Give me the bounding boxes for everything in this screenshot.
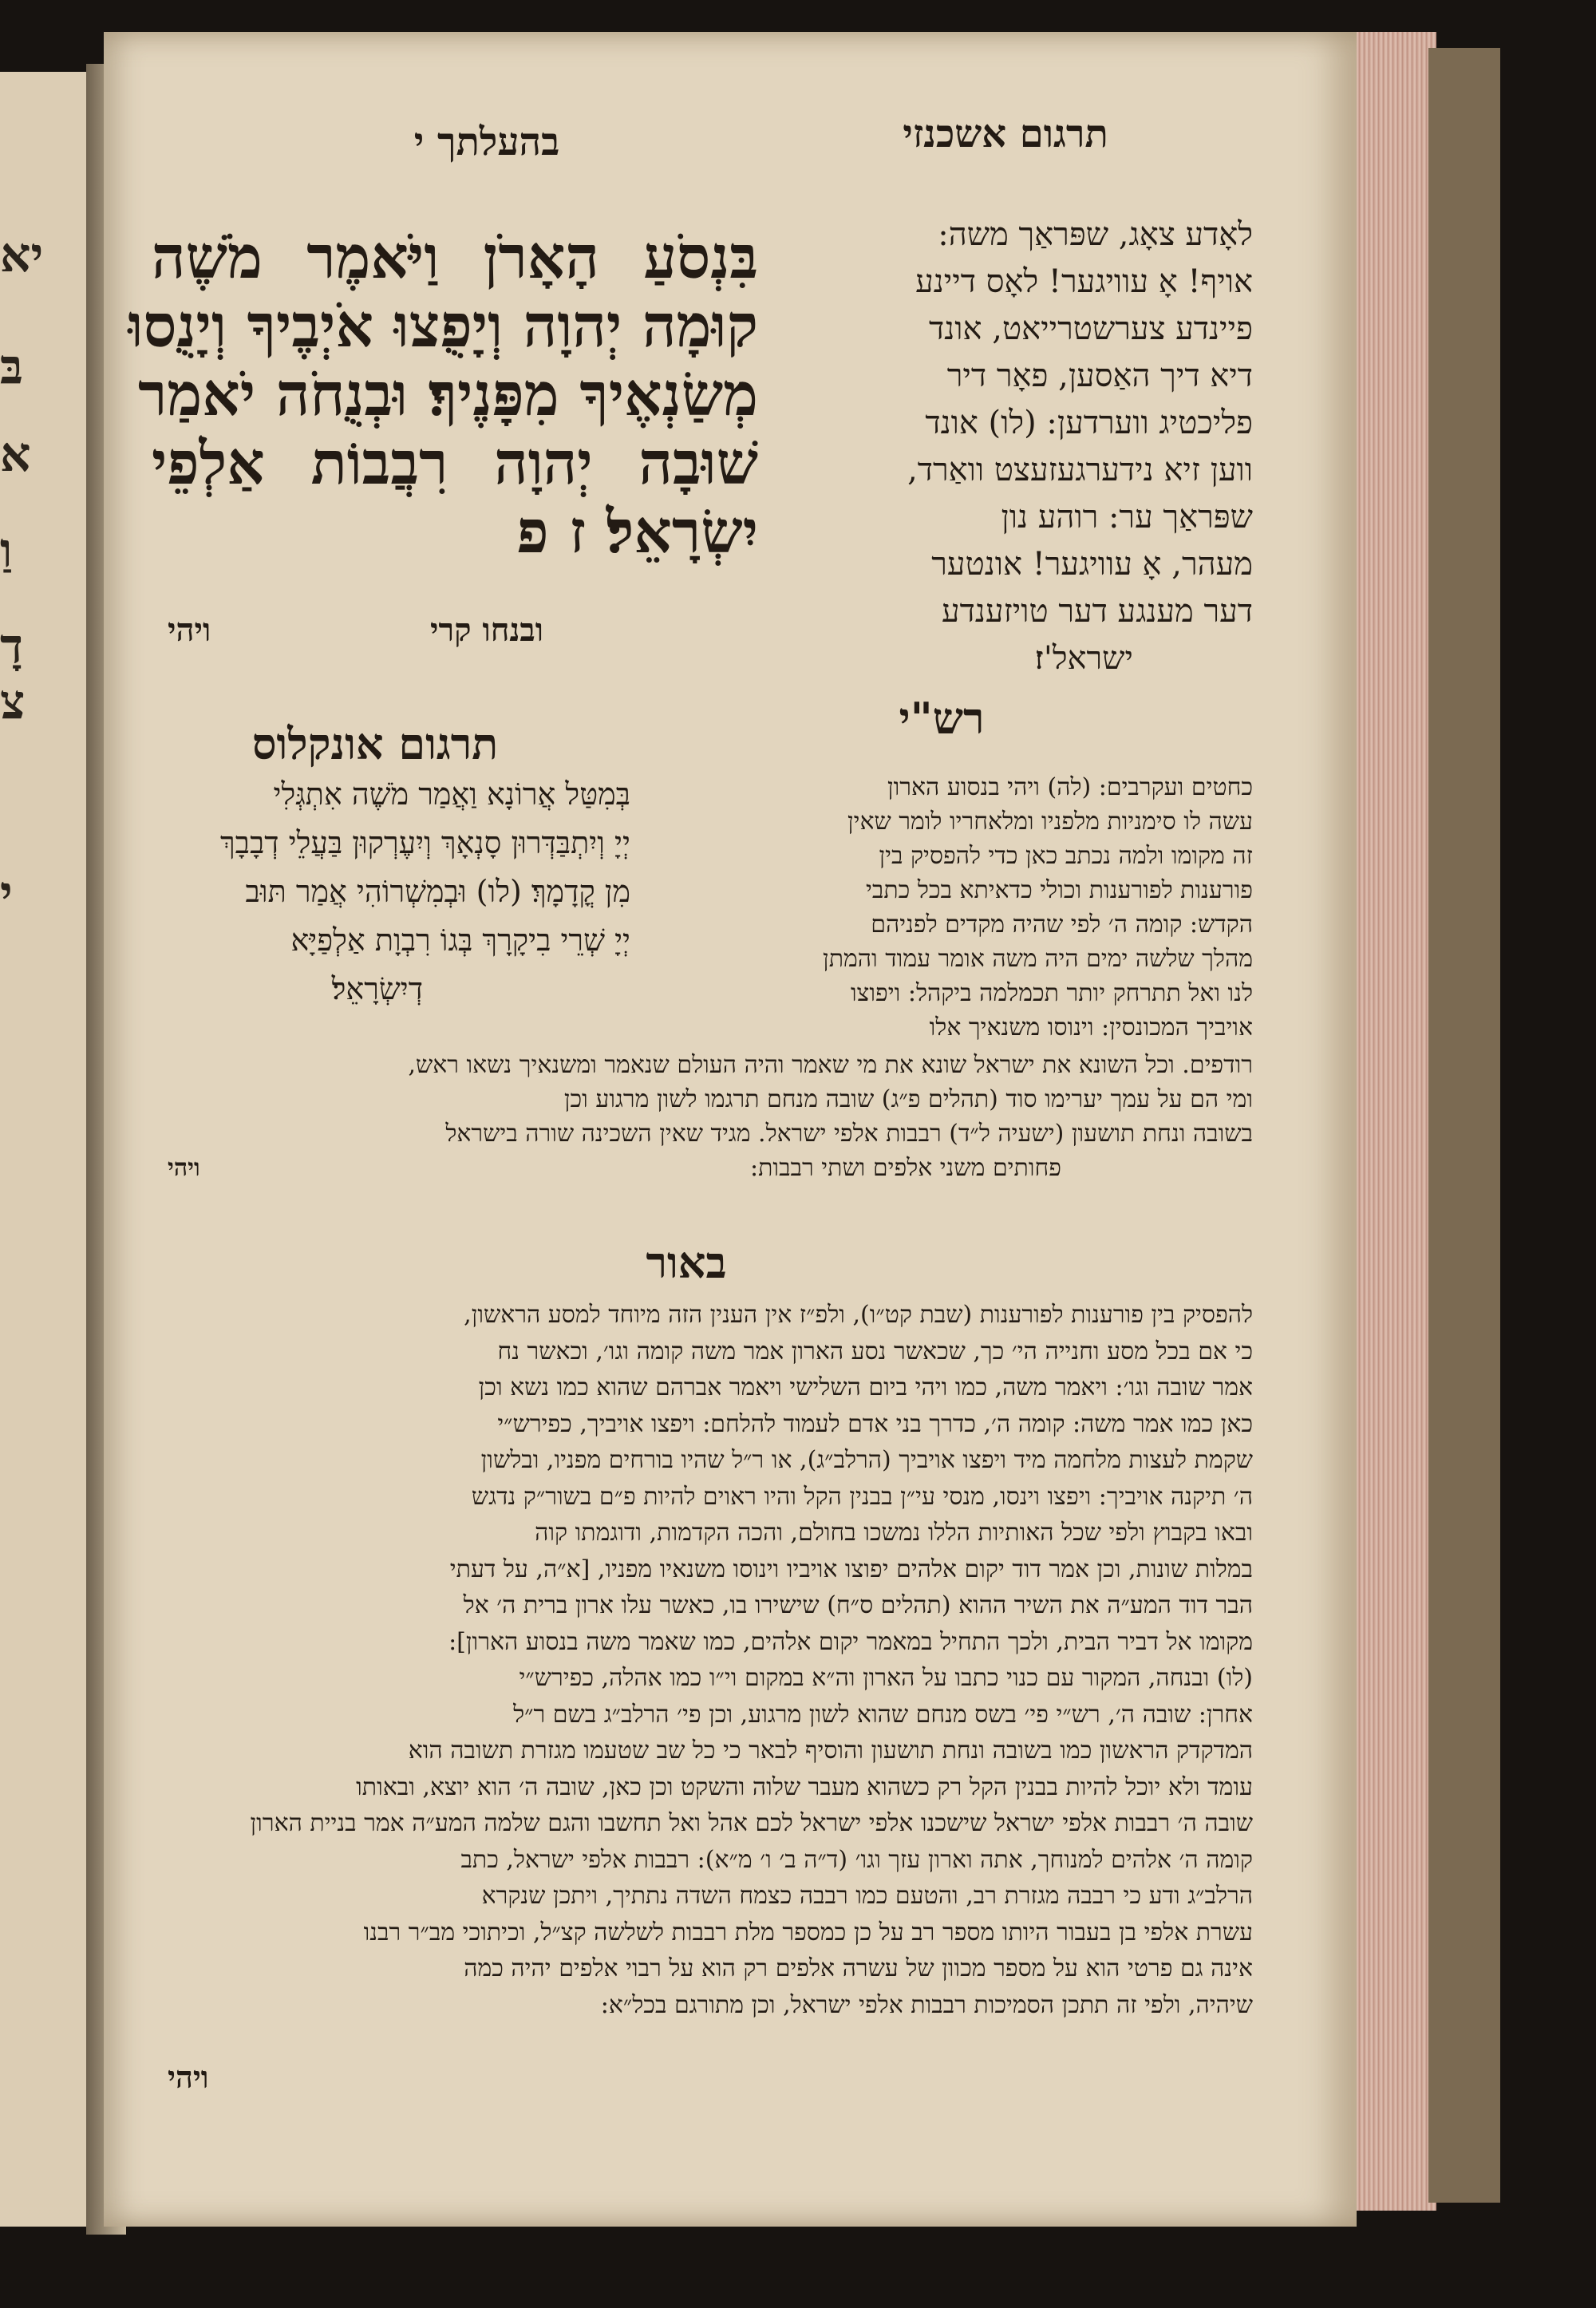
rashi-line: אויביך המכונסין: וינוסו משנאיך אלו bbox=[929, 1014, 1253, 1041]
german-line: פליכטיג ווערדען: (לו) אונד bbox=[925, 405, 1253, 441]
rashi-line: כחטים ועקרבים: (לה) ויהי בנסוע הארון bbox=[887, 773, 1253, 801]
onkelos-line: יְיָ וְיִתְבַּדְּרוּן סָנְאָךְ וְיִעֶרְקוּן בַּעֲלֵי דְבָבָךְ bbox=[219, 825, 630, 860]
rashi-line: זה מקומו ולמה נכתב כאן כדי להפסיק בין bbox=[879, 842, 1253, 870]
biur-line: קומה ה׳ אלהים למנוחך, אתה וארון עזך וגו׳ (ד״ה ב׳ ו׳ מ״א): רבבות אלפי ישראל, כתב bbox=[460, 1845, 1253, 1874]
running-head-right: תרגום אשכנזי bbox=[903, 112, 1108, 156]
rashi-line: פחותים משני אלפים ושתי רבבות: bbox=[750, 1154, 1061, 1182]
onkelos-line: בְּמִטַּל אֲרוֹנָא וַאֲמַר מֹשֶׁה אִתְגְּלִי bbox=[273, 777, 630, 812]
rashi-line: בשובה ונחת תושעון (ישעיה ל״ד) רבבות אלפי ישראל. מגיד שאין השכינה שורה בישראל bbox=[445, 1120, 1253, 1148]
rashi-continuation bbox=[152, 1048, 1253, 1185]
german-line: שפּראַך ער: רוהע נון bbox=[1001, 499, 1253, 536]
onkelos-translation bbox=[152, 770, 630, 1014]
left-page-edge bbox=[0, 72, 89, 2227]
german-line: מעהר, אָ עוויגער! אונטער bbox=[931, 546, 1253, 583]
left-page-fragment: י bbox=[0, 866, 13, 922]
biur-line: במלות שונות, וכן אמר דוד יקום אלהים יפוצו אויביו וינוסו משנאיו מפניו, [א״ה, על דעתי bbox=[449, 1555, 1253, 1583]
rashi-heading: רש"י bbox=[899, 693, 985, 744]
verse-note-left: ויהי bbox=[168, 611, 211, 649]
left-page-fragment: בּ bbox=[0, 339, 23, 395]
book-page bbox=[104, 32, 1357, 2227]
biur-line: כי אם בכל מסע וחנייה הי׳ כך, שכאשר נסע הארון אמר משה קומה וגו׳, וכאשר נח bbox=[497, 1337, 1253, 1365]
verse-note-center: ובנחו קרי bbox=[430, 611, 543, 649]
german-line: ישראל'ז׃ bbox=[1034, 640, 1133, 677]
left-page-fragment: יא bbox=[0, 227, 44, 283]
biur-line: שיהיה, ולפי זה תתכן הסמיכות רבבות אלפי ישראל, וכן מתורגם בכל״א: bbox=[600, 1990, 1253, 2019]
rashi-line: פורענות לפורענות וכולי כדאיתא בכל כתבי bbox=[866, 876, 1253, 904]
biur-line: שקמת לעצות מלחמה מיד ויפצו אויביך (הרלב״ג), או ר״ל שהיו בורחים מפניו, ובלשון bbox=[480, 1446, 1253, 1474]
book-cover-edge bbox=[1428, 48, 1500, 2203]
rashi-line: לנו ואל תתרחק יותר תכמלמה ביקהל: ויפוצו bbox=[850, 979, 1253, 1007]
biur-line: הרלב״ג ודע כי רבבה מגזרת רב, והטעם כמו רבבה כצמח השדה נתתיך, ויתכן שנקרא bbox=[481, 1882, 1253, 1910]
german-line: ווען זיא נידערגעזעצט וואַרד, bbox=[907, 452, 1253, 488]
biur-line: (לו) ובנחה, המקור עם כנוי כתבו על הארון וה״א במקום וי״ו כמו אהלה, כפירש״י bbox=[519, 1664, 1253, 1692]
german-line: דיא דיך האַסען, פאָר דיר bbox=[946, 358, 1253, 394]
rashi-line: רודפים. וכל השונא את ישראל שונא את מי שאמר והיה העולם שנאמר ומשנאיך נשאו ראש, bbox=[408, 1051, 1253, 1079]
rashi-line: עשה לו סימניות מלפניו ומלאחריו לומר שאין bbox=[847, 808, 1253, 836]
german-translation bbox=[774, 211, 1253, 682]
verse-line: מְשַׂנְאֶיךָ מִפָּנֶיךָ׃ וּבְנֻחֹה יֹאמַר bbox=[138, 361, 758, 429]
biur-commentary bbox=[152, 1297, 1253, 2023]
verse-line: שׁוּבָה יְהוָה רִבֲבוֹת אַלְפֵי bbox=[152, 429, 758, 498]
left-page-fragment: דָ bbox=[0, 618, 23, 674]
biur-line: אחרן: שובה ה׳, רש״י פי׳ בשס מנחם שהוא לשון מרגוע, וכן פי׳ הרלב״ג בשם ר״ל bbox=[513, 1700, 1253, 1729]
biur-line: ובאו בקבוץ ולפי שכל האותיות הללו נמשכו בחולם, והכה הקדמות, ודוגמתו קוה bbox=[535, 1519, 1253, 1547]
onkelos-heading: תרגום אונקלוס bbox=[251, 718, 499, 769]
rashi-line: ומי הם על עמך יערימו סוד (תהלים פ״ג) שובה מנחם תרגמו לשון מרגוע וכן bbox=[563, 1085, 1253, 1113]
rashi-commentary bbox=[646, 770, 1253, 1045]
biur-heading: באור bbox=[646, 1237, 727, 1288]
biur-line: שובה ה׳ רבבות אלפי ישראל שישכנו אלפי ישראל לכם אהל ואל תחשבו והגם שלמה המע״ה אמר בניית הארון bbox=[250, 1809, 1253, 1837]
biur-line: המדקדק הראשון כמו בשובה ונחת תושעון והוסיף לבאר כי כל שב שטעמו מגזרת תשובה הוא bbox=[408, 1737, 1253, 1765]
rashi-line: הקדש: קומה ה׳ לפי שהיה מקדים לפניהם bbox=[871, 911, 1253, 939]
biur-line: עומד ולא יוכל להיות בבנין הקל רק כשהוא מעבר שלוה והשקט וכן כאן, שובה ה׳ הוא יוצא, ובאותו bbox=[356, 1772, 1253, 1801]
left-page-fragment: א bbox=[0, 427, 31, 483]
rashi-line: מהלך שלשה ימים היה משה אומר עמוד והמתן bbox=[823, 945, 1253, 973]
biur-line: מקומו אל דביר הבית, ולכך התחיל במאמר יקום אלהים, כמו שאמר משה בנסוע הארון]: bbox=[448, 1627, 1253, 1656]
torah-verse bbox=[128, 223, 758, 567]
verse-line: בִּנְסֹעַ הָאָרֹן וַיֹּאמֶר מֹשֶׁה bbox=[152, 223, 758, 292]
german-line: פיינדע צערשטרייאט, אונד bbox=[929, 310, 1253, 347]
biur-line: כאן כמו אמר משה: קומה ה׳, כדרך בני אדם לעמוד להלחם: ויפצו אויביך, כפירש״י bbox=[497, 1409, 1253, 1438]
verse-line: יִשְׂרָאֵל׃ ז פ bbox=[516, 498, 758, 567]
page-catchword: ויהי bbox=[168, 2059, 209, 2095]
verse-line: קוּמָה יְהוָה וְיָפֻצוּ אֹיְבֶיךָ וְיָנֻסוּ bbox=[128, 292, 758, 361]
biur-line: ה׳ תיקנה אויביך: ויפצו וינסו, מנסי עי״ן בבנין הקל והיו ראוים להיות פ״ם בשור״ק נדגש bbox=[471, 1482, 1253, 1511]
onkelos-line: יְיָ שְׁרֵי בִיקָרָךְ בְּגוֹ רִבְוָת אַלְפַיָּא bbox=[290, 923, 630, 958]
german-line: דער מענגע דער טויזענדע bbox=[942, 593, 1253, 630]
biur-line: להפסיק בין פורענות לפורענות (שבת קט״ו), ולפ״ז אין הענין הזה מיוחד למסע הראשון, bbox=[464, 1301, 1253, 1329]
running-head-left: בהעלתך י bbox=[413, 120, 560, 164]
biur-line: עשרת אלפי בן בעבור היותו מספר רב על כן כמספר מלת רבבות לשלשה קצ״ל, וכיתוכי מב״ר רבנו bbox=[363, 1918, 1253, 1946]
left-page-fragment: צ bbox=[0, 674, 26, 730]
biur-line: אמר שובה וגו׳: ויאמר משה, כמו ויהי ביום השלישי ויאמר אברהם שהוא כמו נשא וכן bbox=[478, 1373, 1253, 1401]
biur-line: הבר דוד המע״ה את השיר ההוא (תהלים ס״ח) שישירו בו, כאשר עלו ארון ברית ה׳ אל bbox=[463, 1591, 1253, 1619]
german-line: לאָדע צאָג, שפּראַך משה: bbox=[938, 216, 1253, 253]
onkelos-line: מִן קֳדָמָךְ׃ (לו) וּבְמִשְׁרוֹהִי אֲמַר תּוּב bbox=[245, 874, 630, 909]
rashi-catchword: ויהי bbox=[168, 1154, 200, 1182]
german-line: אויף! אָ עוויגער! לאָס דיינע bbox=[915, 263, 1253, 300]
left-page-fragment: וַ bbox=[0, 523, 13, 579]
biur-line: אינה גם פרטי הוא על מספר מכוון של עשרה אלפים רק הוא על רבוי אלפים יהיה כמה bbox=[464, 1954, 1253, 1982]
onkelos-line: דְיִשְׂרָאֵל׃ bbox=[331, 971, 423, 1006]
